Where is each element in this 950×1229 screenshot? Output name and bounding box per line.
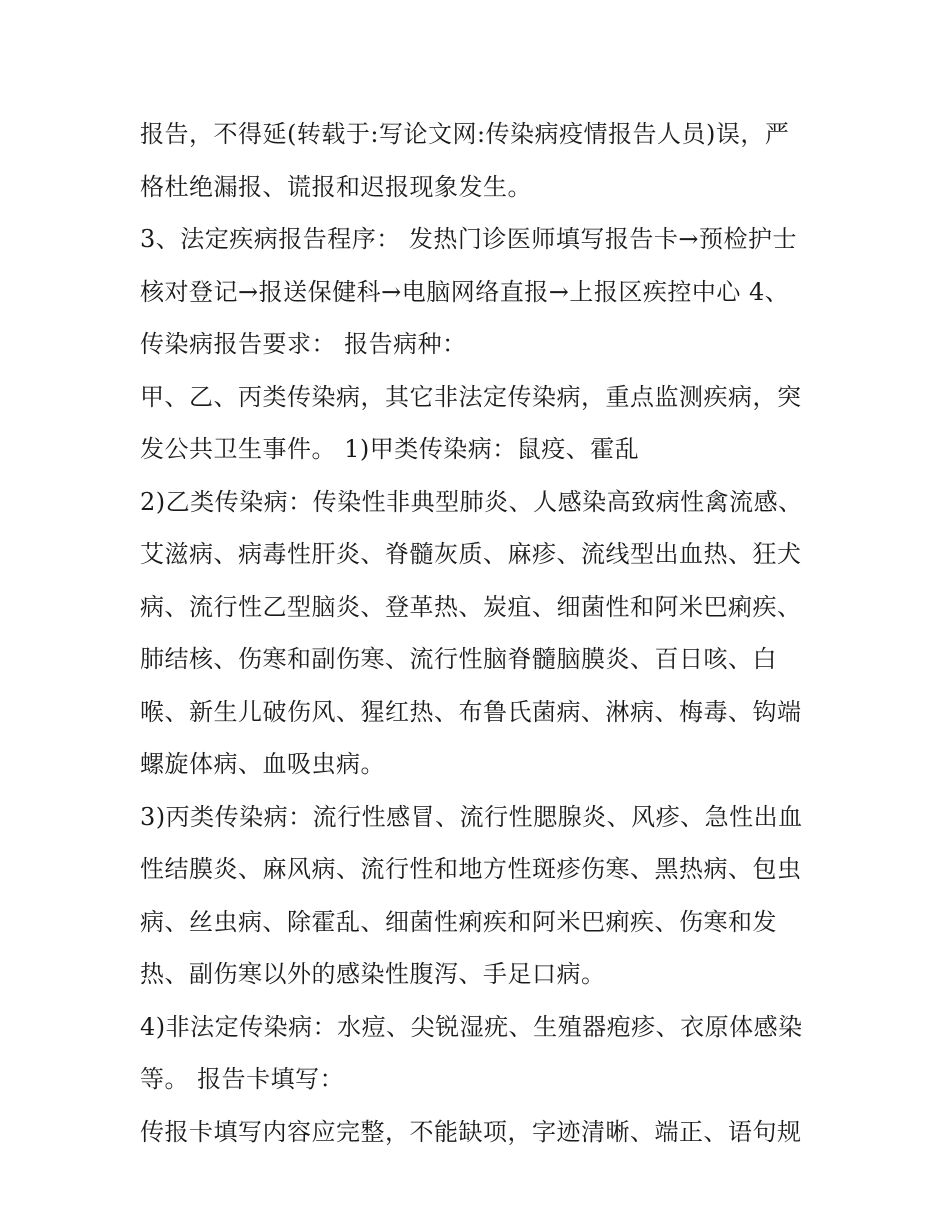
text-line: 热、副伤寒以外的感染性腹泻、手足口病。	[140, 960, 606, 988]
text-line: 性结膜炎、麻风病、流行性和地方性斑疹伤寒、黑热病、包虫	[140, 855, 802, 883]
text-line: 传染病报告要求： 报告病种：	[140, 330, 467, 358]
text-line: 2)乙类传染病：传染性非典型肺炎、人感染高致病性禽流感、	[140, 487, 803, 516]
text-line: 4)非法定传染病：水痘、尖锐湿疣、生殖器疱疹、衣原体感染	[140, 1012, 803, 1041]
text-line: 喉、新生儿破伤风、猩红热、布鲁氏菌病、淋病、梅毒、钩端	[140, 697, 802, 726]
text-line: 病、丝虫病、除霍乱、细菌性痢疾和阿米巴痢疾、伤寒和发	[140, 907, 777, 936]
text-line: 核对登记→报送保健科→电脑网络直报→上报区疾控中心 4、	[140, 277, 790, 306]
text-line: 螺旋体病、血吸虫病。	[140, 750, 385, 778]
text-line: 3)丙类传染病：流行性感冒、流行性腮腺炎、风疹、急性出血	[140, 802, 803, 831]
text-line: 等。 报告卡填写：	[140, 1065, 345, 1093]
text-line: 病、流行性乙型脑炎、登革热、炭疽、细菌性和阿米巴痢疾、	[140, 592, 802, 621]
text-line: 3、法定疾病报告程序： 发热门诊医师填写报告卡→预检护士	[140, 225, 798, 253]
text-line: 发公共卫生事件。 1)甲类传染病：鼠疫、霍乱	[140, 435, 640, 463]
document-body	[140, 108, 820, 1158]
text-line: 艾滋病、病毒性肝炎、脊髓灰质、麻疹、流线型出血热、狂犬	[140, 540, 802, 568]
text-line: 甲、乙、丙类传染病，其它非法定传染病，重点监测疾病，突	[140, 382, 802, 411]
text-line: 传报卡填写内容应完整，不能缺项，字迹清晰、端正、语句规	[140, 1117, 802, 1146]
text-line: 报告，不得延(转载于:写论文网:传染病疫情报告人员)误，严	[140, 120, 790, 148]
text-line: 格杜绝漏报、谎报和迟报现象发生。	[140, 172, 532, 201]
text-line: 肺结核、伤寒和副伤寒、流行性脑脊髓脑膜炎、百日咳、白	[140, 645, 777, 673]
